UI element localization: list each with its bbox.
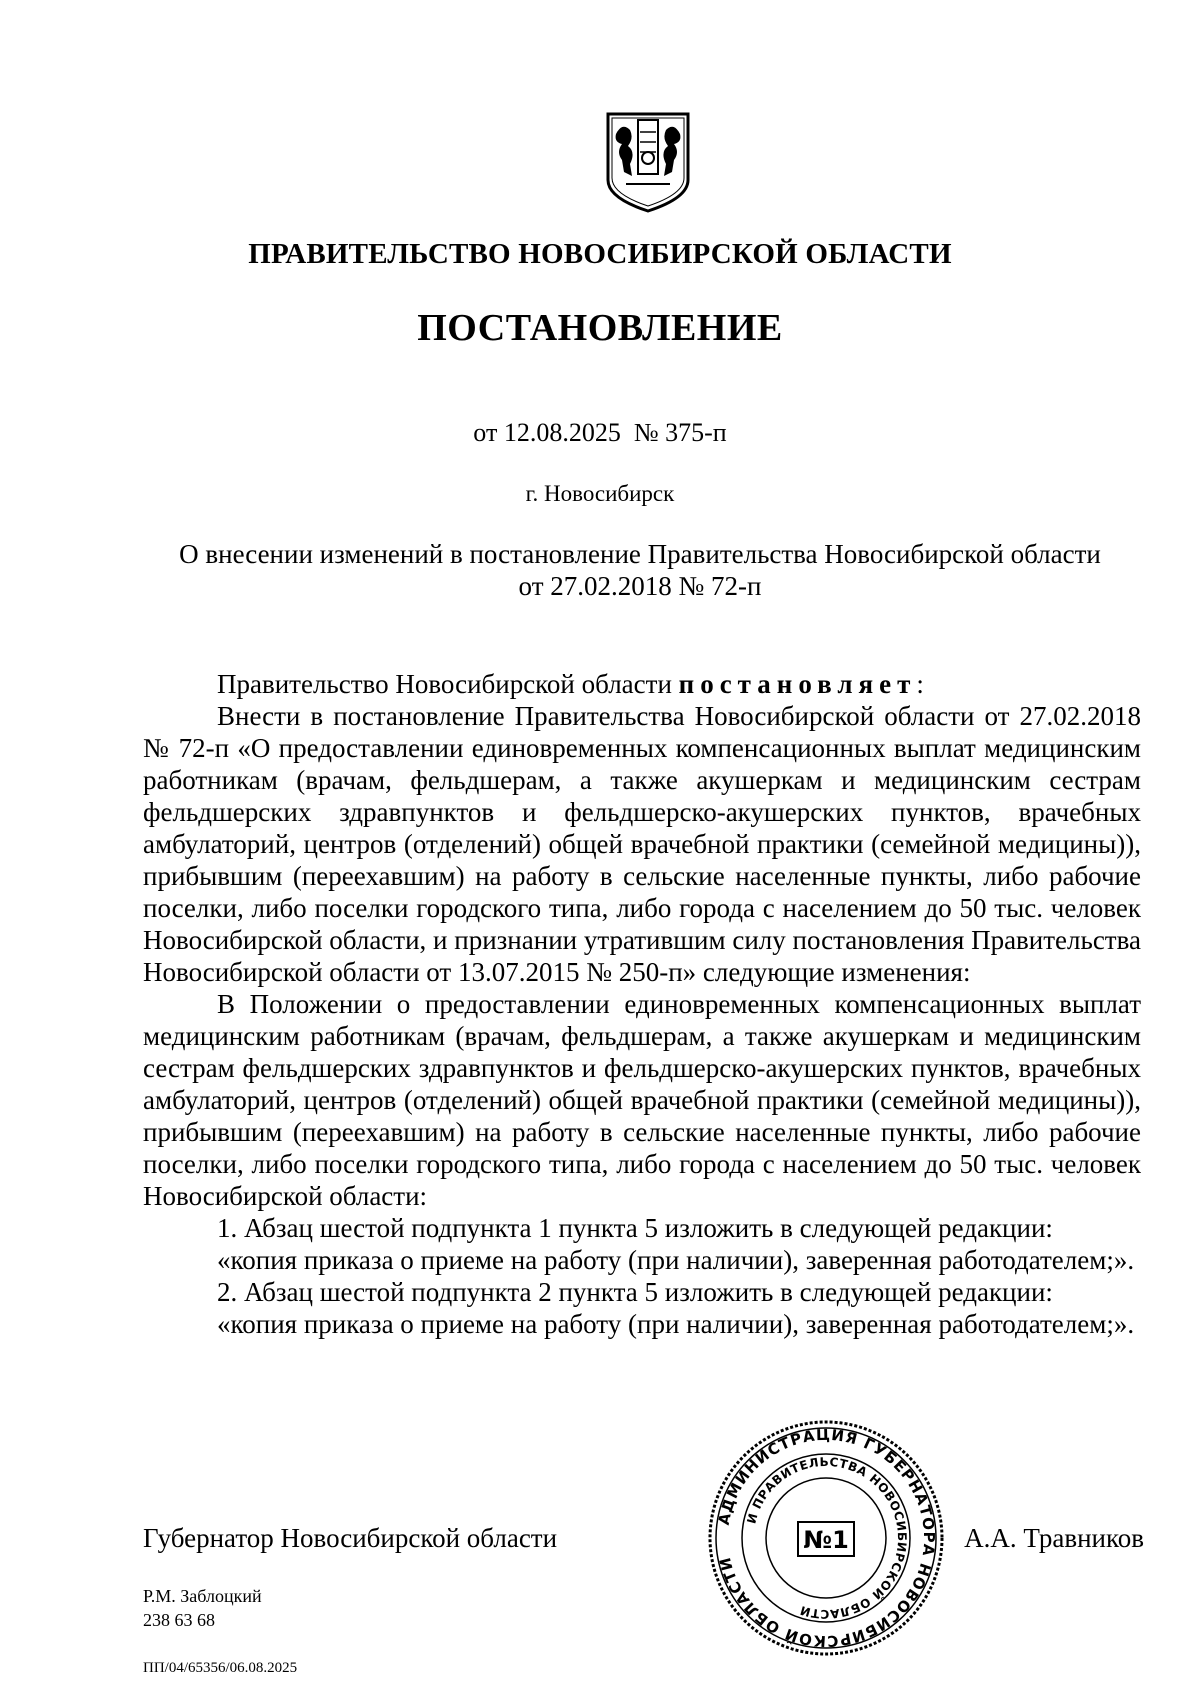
item-2: 2. Абзац шестой подпункта 2 пункта 5 изложить в следующей редакции: xyxy=(217,1277,1053,1307)
signatory-name: А.А. Травников xyxy=(964,1523,1144,1553)
paragraph-amendment: Внести в постановление Правительства Новосибирской области от 27.02.2018 № 72-п «О предоставлении единовременных компенсационных выплат медицинским работникам (врачам, фельдшерам, а также акушеркам и медицинским сестрам фельдшерских здравпунктов и фельдшерско-акушерских пунктов, врачебных амбулаторий, центров (отделений) общей врачебной практики (семейной медицины)), прибывшим (переехавшим) на работу в сельские населенные пункты, либо рабочие поселки, либо поселки городского типа, либо города с населением до 50 тыс. человек Новосибирской области, и признании утратившим силу постановления Правительства Новосибирской области от 13.07.2015 № 250-п» следующие изменения: xyxy=(143,701,1141,987)
signatory-title: Губернатор Новосибирской области xyxy=(143,1523,558,1553)
city: г. Новосибирск xyxy=(525,481,675,506)
date-number-line: от 12.08.2025 № 375-п xyxy=(473,418,727,447)
intro-suffix: : xyxy=(916,669,924,699)
item-2-text: «копия приказа о приеме на работу (при наличии), заверенная работодателем;». xyxy=(217,1309,1135,1339)
stamp-outer-text: АДМИНИСТРАЦИЯ ГУБЕРНАТОРА НОВОСИБИРСКОЙ ОБЛАСТИ xyxy=(714,1425,939,1651)
subject-line-2: от 27.02.2018 № 72-п xyxy=(518,571,762,601)
organization-title: ПРАВИТЕЛЬСТВО НОВОСИБИРСКОЙ ОБЛАСТИ xyxy=(248,238,952,270)
resolution-keyword: постановляет xyxy=(678,669,917,699)
paragraph-regulation: В Положении о предоставлении единовременных компенсационных выплат медицинским работникам (врачам, фельдшерам, а также акушеркам и медицинским сестрам фельдшерских здравпунктов и фельдшерско-акушерских пунктов, врачебных амбулаторий, центров (отделений) общей врачебной практики (семейной медицины)), прибывшим (переехавшим) на работу в сельские населенные пункты, либо рабочие поселки, либо поселки городского типа, либо города с населением до 50 тыс. человек Новосибирской области: xyxy=(143,989,1141,1211)
resolution-intro xyxy=(143,668,1141,700)
document-type: ПОСТАНОВЛЕНИЕ xyxy=(417,307,783,349)
coat-of-arms-icon xyxy=(602,110,694,214)
intro-prefix: Правительство Новосибирской области xyxy=(217,669,679,699)
executor-name: Р.М. Заблоцкий xyxy=(143,1586,262,1606)
document-body xyxy=(143,668,1141,1340)
stamp-inner-text: И ПРАВИТЕЛЬСТВА НОВОСИБИРСКОЙ ОБЛАСТИ xyxy=(744,1454,910,1622)
subject-line-1: О внесении изменений в постановление Правительства Новосибирской области xyxy=(179,539,1101,569)
document-subject xyxy=(140,538,1140,602)
document-reference: ПП/04/65356/06.08.2025 xyxy=(143,1660,298,1676)
official-stamp-icon xyxy=(706,1418,946,1658)
executor-phone: 238 63 68 xyxy=(143,1610,215,1630)
item-1-text: «копия приказа о приеме на работу (при наличии), заверенная работодателем;». xyxy=(217,1245,1135,1275)
item-1: 1. Абзац шестой подпункта 1 пункта 5 изложить в следующей редакции: xyxy=(217,1213,1053,1243)
stamp-number: №1 xyxy=(803,1526,849,1554)
